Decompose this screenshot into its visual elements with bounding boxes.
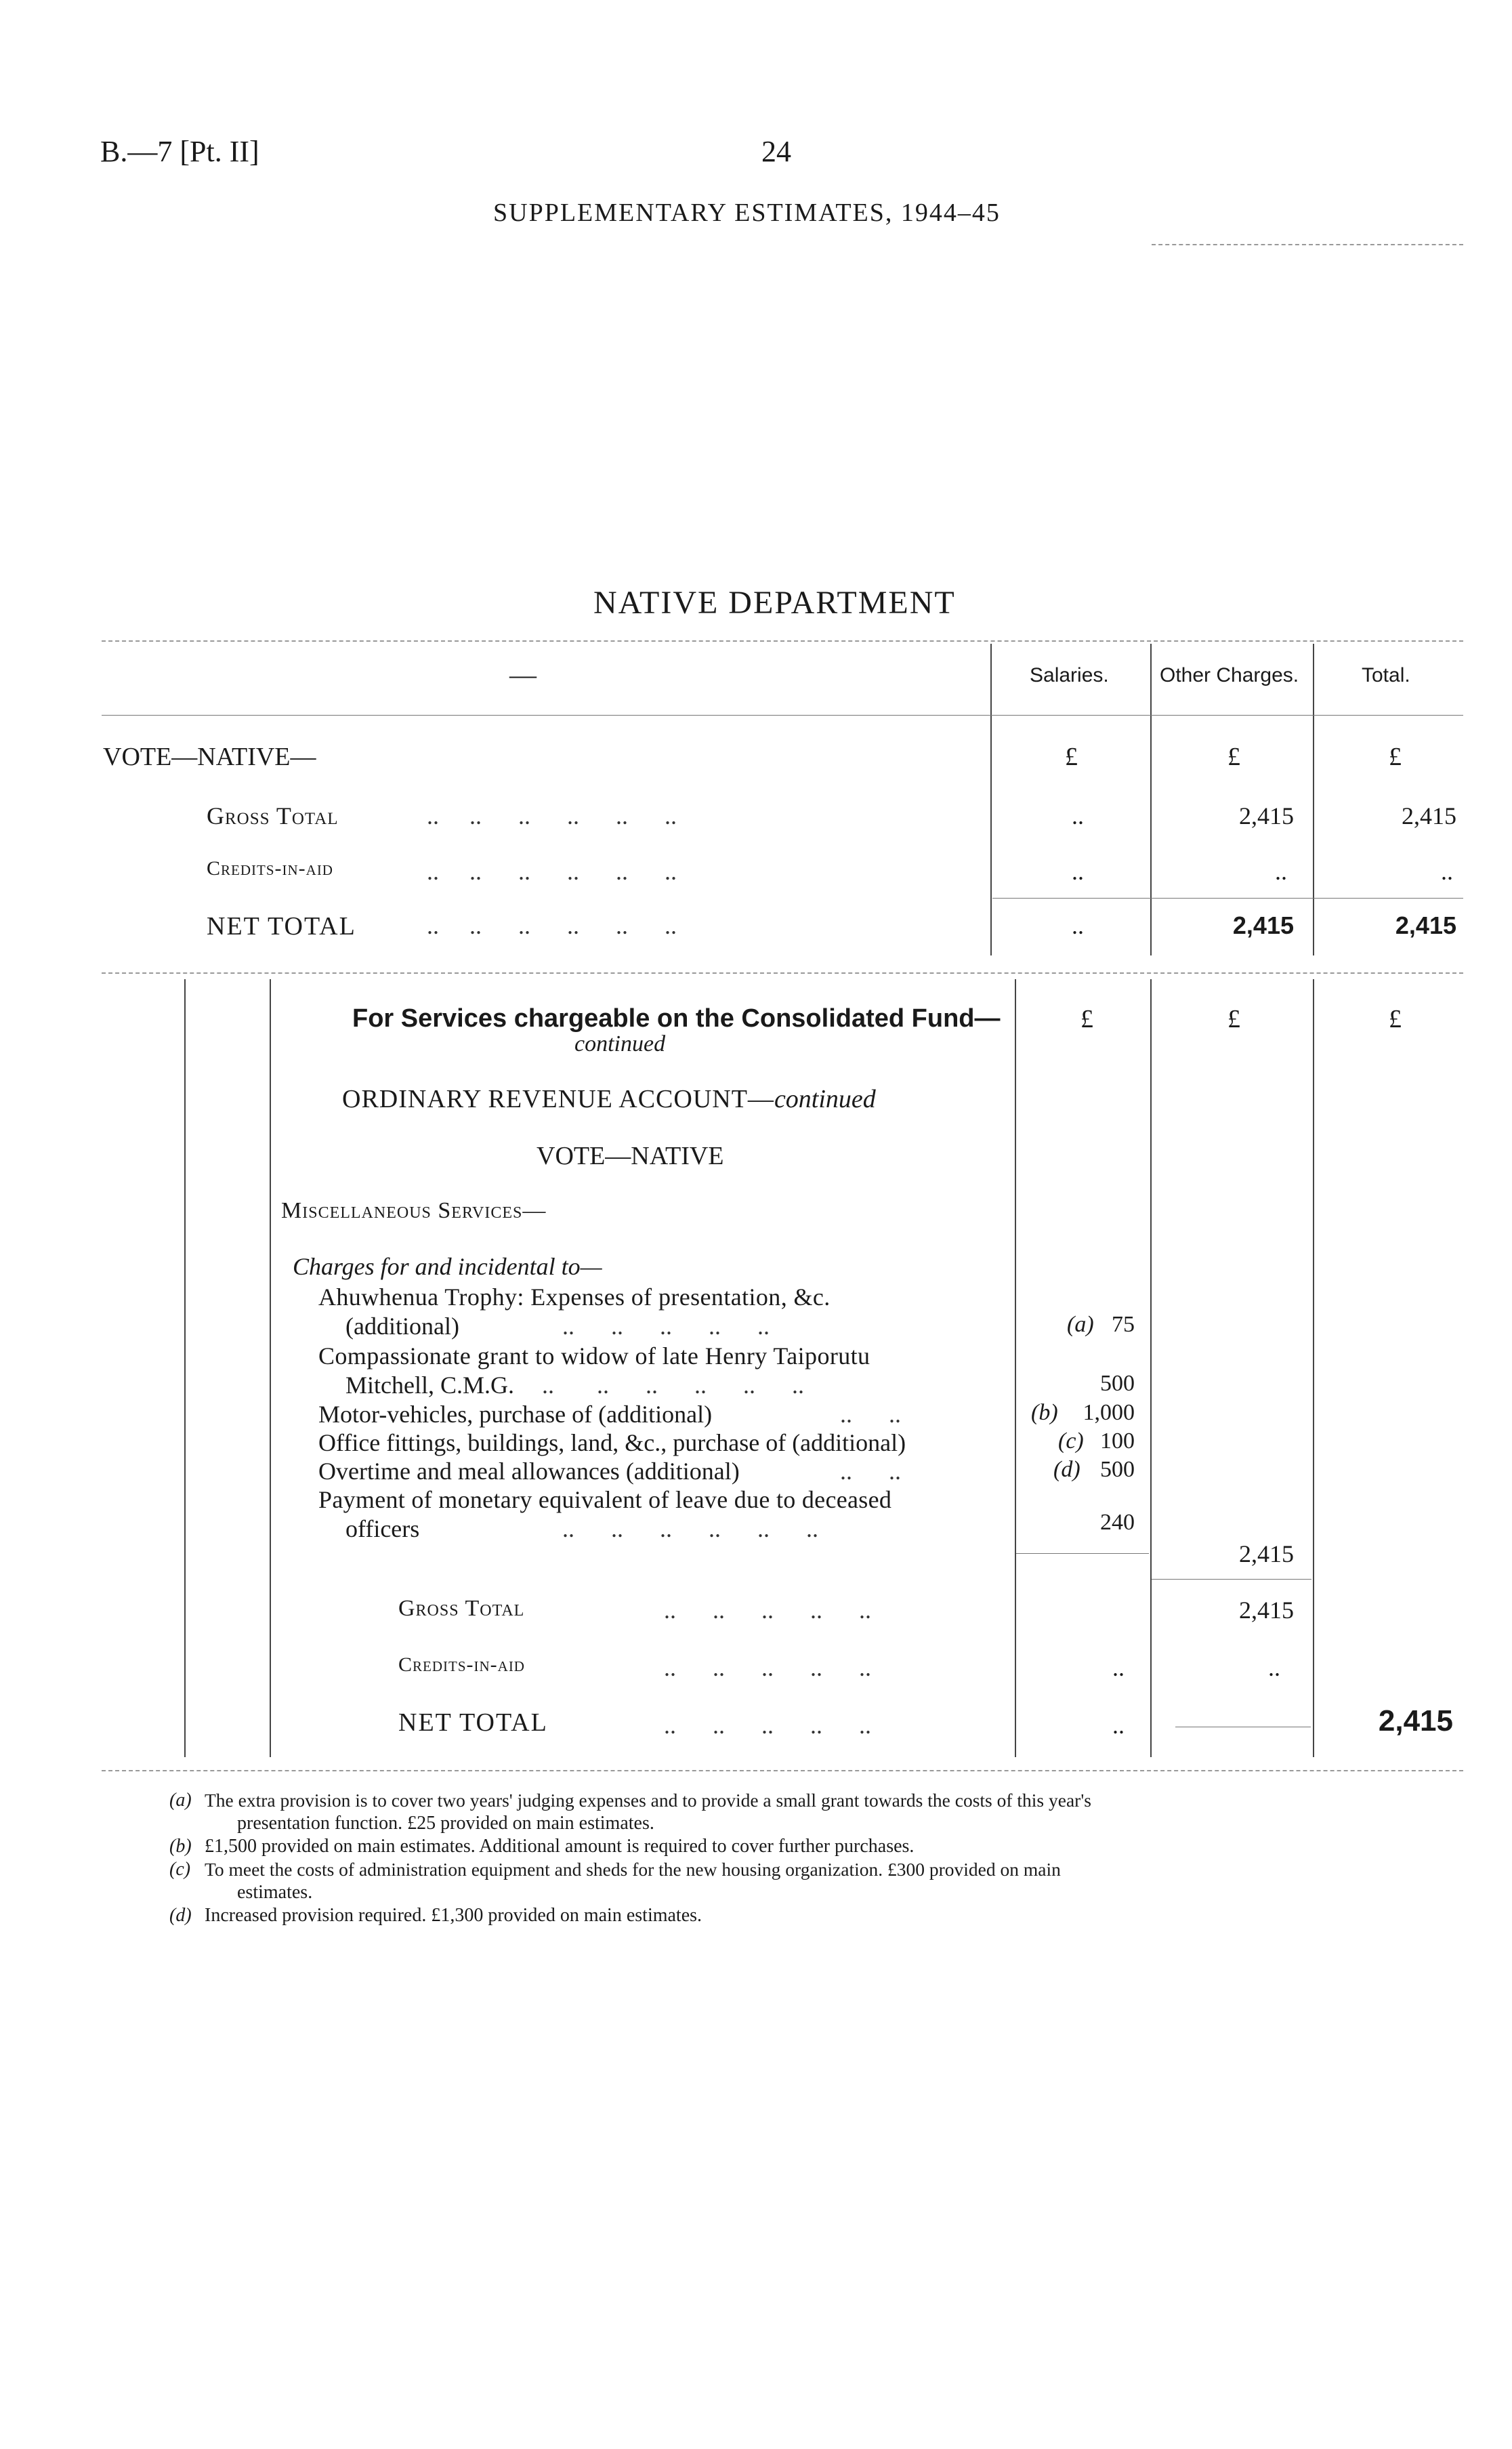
vote-label: VOTE—NATIVE—	[103, 743, 316, 771]
detail-gross-other: 2,415	[1239, 1597, 1294, 1624]
item-line-cont: Mitchell, C.M.G.	[345, 1372, 514, 1399]
detail-gross-label: Gross Total	[398, 1596, 525, 1621]
item-line: Compassionate grant to widow of late Henry Taiporutu	[318, 1342, 870, 1370]
footnote-mark: (c)	[169, 1859, 191, 1880]
item-note: (c)	[1058, 1428, 1084, 1454]
summary-credits-total: ..	[1441, 858, 1453, 885]
department-title: NATIVE DEPARTMENT	[593, 585, 956, 621]
summary-credits-other: ..	[1275, 858, 1287, 885]
item-note: (b)	[1031, 1400, 1058, 1425]
footnote-text-cont: estimates.	[237, 1882, 313, 1903]
item-line: Office fittings, buildings, land, &c., purchase of (additional)	[318, 1429, 906, 1456]
item-line: Ahuwhenua Trophy: Expenses of presentation, &c.	[318, 1283, 831, 1311]
detail-net-label: NET TOTAL	[398, 1708, 548, 1737]
footnote-text: £1,500 provided on main estimates. Additional amount is required to cover further purchases.	[205, 1836, 915, 1857]
summary-net-other: 2,415	[1232, 911, 1294, 939]
detail-credits-label: Credits-in-aid	[398, 1653, 525, 1676]
stub-column-dash: —	[509, 659, 537, 690]
footnote-text: To meet the costs of administration equipment and sheds for the new housing organization. £300 provided on main	[205, 1859, 1061, 1880]
footnote-mark: (d)	[169, 1905, 192, 1926]
footnote-text-cont: presentation function. £25 provided on main estimates.	[237, 1813, 654, 1834]
total-header: Total.	[1362, 664, 1410, 686]
account-heading	[342, 1084, 876, 1114]
summary-net-total: 2,415	[1395, 911, 1456, 939]
item-amount: 240	[1100, 1510, 1135, 1535]
account-heading-continued: continued	[774, 1085, 876, 1113]
detail-net-total: 2,415	[1378, 1704, 1453, 1737]
summary-gross-total: 2,415	[1402, 802, 1456, 829]
detail-heading-text: For Services chargeable on the Consolidated Fund—	[352, 1004, 1001, 1033]
detail-currency-salaries: £	[1080, 1005, 1093, 1033]
account-heading-text: ORDINARY REVENUE ACCOUNT—	[342, 1085, 774, 1113]
item-line: Motor-vehicles, purchase of (additional)	[318, 1401, 713, 1428]
item-amount: 100	[1100, 1428, 1135, 1454]
detail-net-salaries: ..	[1112, 1712, 1125, 1739]
footnote-mark: (b)	[169, 1836, 192, 1857]
item-amount: 75	[1112, 1312, 1135, 1337]
summary-credits-salaries: ..	[1072, 858, 1084, 885]
detail-credits-salaries: ..	[1112, 1654, 1125, 1681]
item-amount: 500	[1100, 1371, 1135, 1396]
summary-credits-label: Credits-in-aid	[207, 857, 333, 880]
detail-currency-total: £	[1389, 1005, 1402, 1033]
salaries-header: Salaries.	[1030, 664, 1109, 686]
page-number: 24	[761, 135, 791, 168]
item-line: Overtime and meal allowances (additional)	[318, 1458, 740, 1485]
detail-heading	[352, 1004, 1001, 1033]
item-note: (a)	[1067, 1312, 1094, 1337]
item-line: Payment of monetary equivalent of leave due to deceased	[318, 1486, 892, 1513]
currency-total: £	[1389, 743, 1402, 771]
currency-salaries: £	[1065, 743, 1078, 771]
subtotal-other: 2,415	[1239, 1540, 1294, 1567]
summary-net-label: NET TOTAL	[207, 912, 356, 941]
item-amount: 1,000	[1083, 1400, 1135, 1425]
detail-currency-other: £	[1227, 1005, 1240, 1033]
footnote-text: Increased provision required. £1,300 provided on main estimates.	[205, 1905, 702, 1926]
page-title: SUPPLEMENTARY ESTIMATES, 1944–45	[493, 199, 1001, 227]
summary-gross-label: Gross Total	[207, 802, 339, 829]
other-charges-header: Other Charges.	[1160, 664, 1299, 686]
footnote-text: The extra provision is to cover two years' judging expenses and to provide a small grant towards the costs of this year's	[205, 1790, 1091, 1811]
section-heading: Miscellaneous Services—	[281, 1198, 547, 1223]
item-amount: 500	[1100, 1457, 1135, 1482]
item-note: (d)	[1053, 1457, 1080, 1482]
charges-intro: Charges for and incidental to—	[293, 1253, 602, 1280]
summary-net-salaries: ..	[1072, 912, 1084, 939]
page-reference: B.—7 [Pt. II]	[100, 135, 259, 168]
currency-other: £	[1227, 743, 1240, 771]
summary-gross-other: 2,415	[1239, 802, 1294, 829]
item-line-cont: officers	[345, 1515, 420, 1542]
vote-heading: VOTE—NATIVE	[537, 1142, 724, 1170]
item-line-cont: (additional)	[345, 1313, 459, 1340]
summary-gross-salaries: ..	[1072, 802, 1084, 829]
detail-heading-continued: continued	[574, 1031, 666, 1056]
footnote-mark: (a)	[169, 1790, 192, 1811]
detail-credits-other: ..	[1268, 1654, 1280, 1681]
